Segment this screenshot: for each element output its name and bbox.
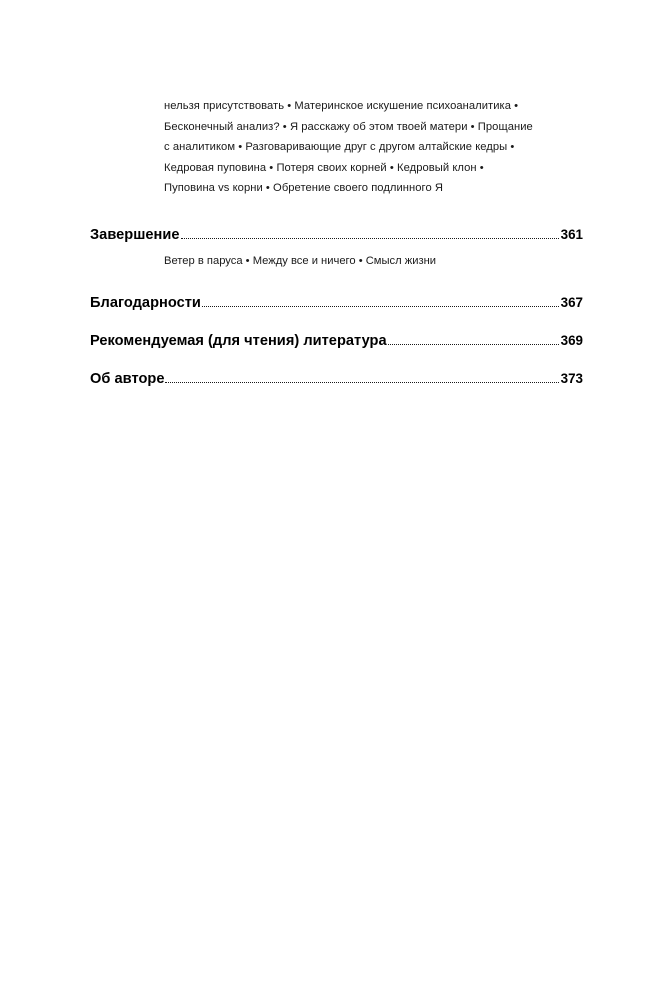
toc-entry-title: Завершение [90, 226, 180, 243]
dot-leader [388, 344, 559, 345]
toc-entry-page: 373 [560, 370, 583, 386]
toc-entry-page: 367 [560, 294, 583, 310]
continuation-line: Бесконечный анализ? • Я расскажу об этом твоей матери • Прощание [164, 120, 533, 133]
toc-entry-blagodarnosti[interactable] [90, 295, 583, 311]
toc-entry-page: 369 [560, 332, 583, 348]
continuation-subtitle-block [90, 96, 583, 199]
table-of-contents [90, 96, 583, 387]
toc-entry-ob-avtore[interactable] [90, 371, 583, 387]
continuation-line: с аналитиком • Разговаривающие друг с другом алтайские кедры • [164, 141, 515, 153]
toc-entry-title: Об авторе [90, 370, 165, 387]
toc-entry-rekomenduemaya-literatura[interactable] [90, 333, 583, 349]
toc-entry-page: 361 [560, 226, 583, 242]
toc-entry-title: Благодарности [90, 294, 201, 311]
toc-entry-subtitle: Ветер в паруса • Между все и ничего • Смысл жизни [164, 254, 437, 267]
toc-entry-zaversheniye[interactable] [90, 227, 583, 243]
dot-leader [202, 306, 559, 307]
dot-leader [165, 382, 558, 383]
continuation-line: Кедровая пуповина • Потеря своих корней • Кедровый клон • [164, 161, 484, 174]
toc-entry-title: Рекомендуемая (для чтения) литература [90, 332, 387, 349]
dot-leader [181, 238, 559, 239]
continuation-line: Пуповина vs корни • Обретение своего подлинного Я [164, 182, 444, 194]
continuation-line: нельзя присутствовать • Материнское искушение психоаналитика • [164, 100, 519, 112]
